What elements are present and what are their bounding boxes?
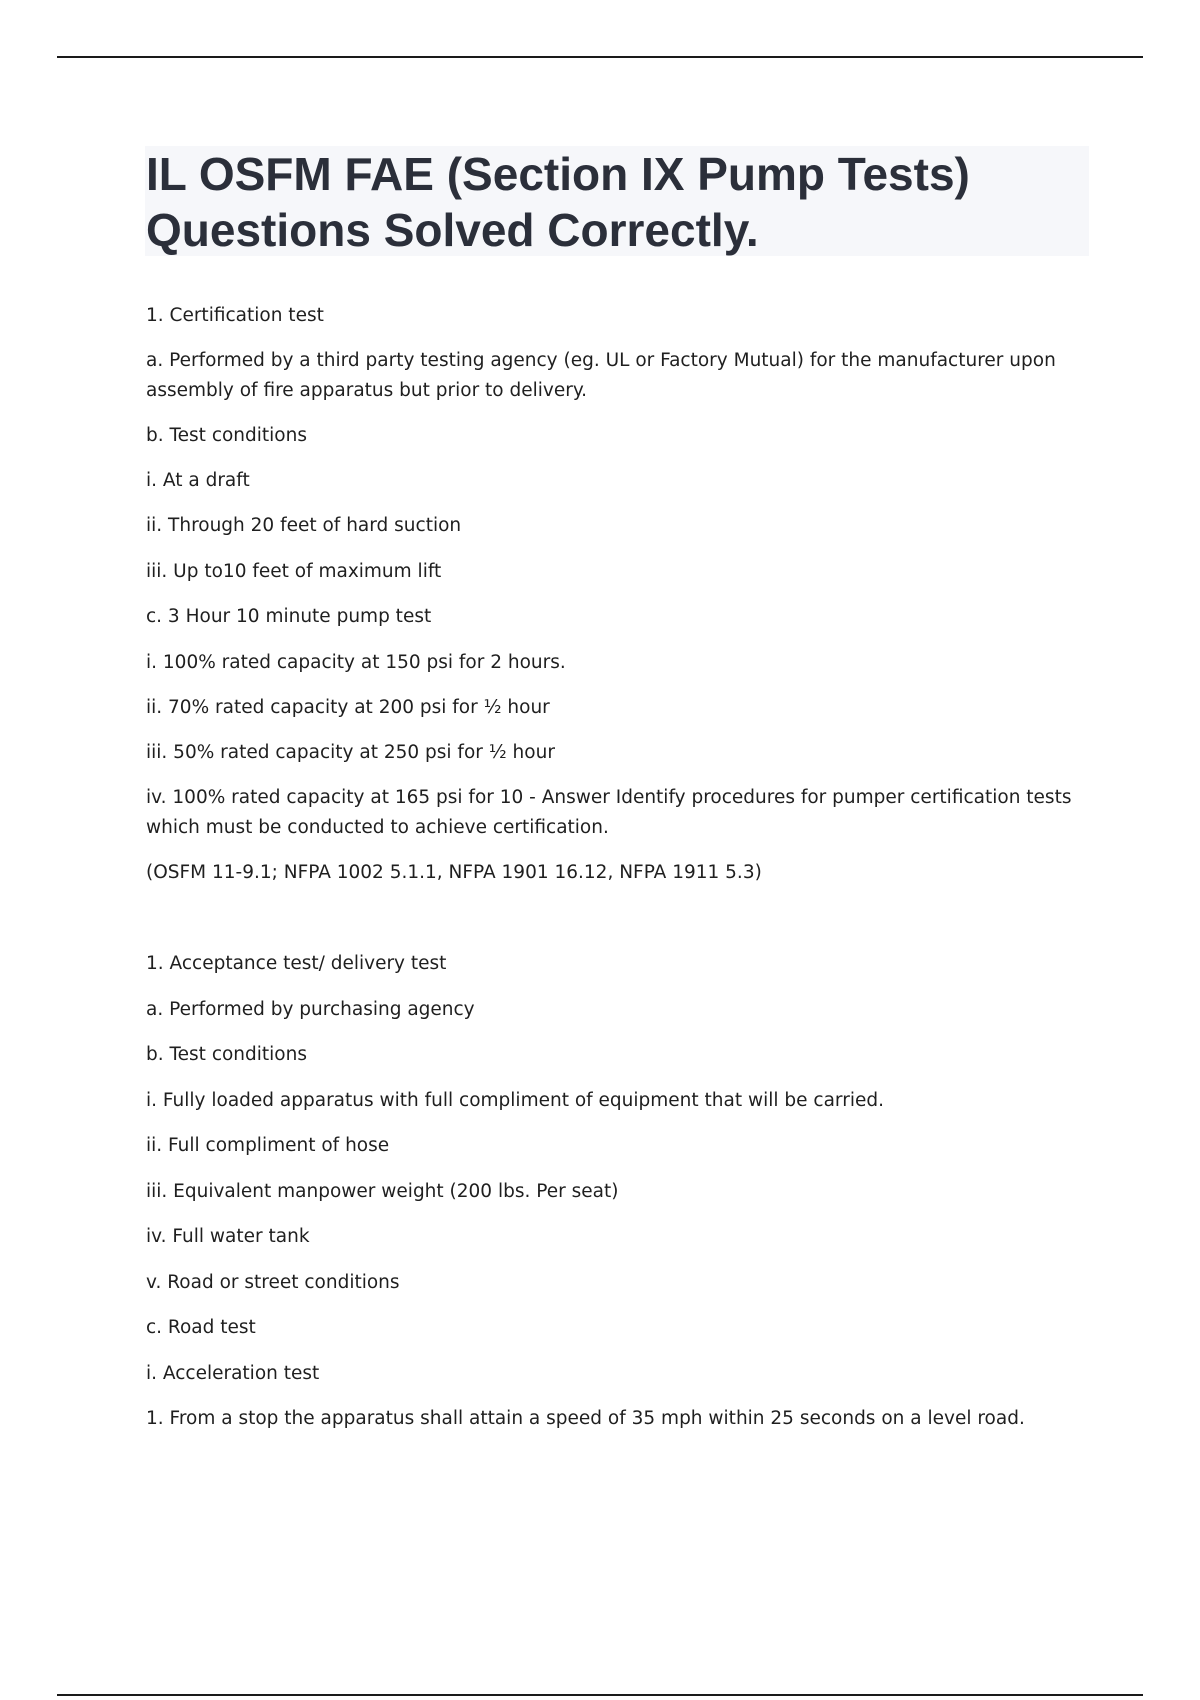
document-title: [146, 146, 1086, 258]
paragraph: c. 3 Hour 10 minute pump test: [146, 606, 432, 627]
paragraph: b. Test conditions: [146, 425, 307, 446]
paragraph: iii. Equivalent manpower weight (200 lbs. Per seat): [146, 1181, 619, 1202]
paragraph: i. Fully loaded apparatus with full compliment of equipment that will be carried.: [146, 1090, 884, 1111]
paragraph: ii. Full compliment of hose: [146, 1135, 390, 1156]
paragraph: 1. Acceptance test/ delivery test: [146, 953, 447, 974]
paragraph: c. Road test: [146, 1317, 256, 1338]
paragraph: iii. Up to10 feet of maximum lift: [146, 561, 442, 582]
paragraph: i. At a draft: [146, 470, 250, 491]
paragraph: 1. From a stop the apparatus shall attain a speed of 35 mph within 25 seconds on a level road.: [146, 1408, 1025, 1429]
paragraph: iii. 50% rated capacity at 250 psi for ½ hour: [146, 742, 555, 763]
paragraph: a. Performed by purchasing agency: [146, 999, 475, 1020]
paragraph: a. Performed by a third party testing agency (eg. UL or Factory Mutual) for the manufacturer upon assembly of fire apparatus but prior to delivery.: [146, 350, 1056, 401]
paragraph: ii. 70% rated capacity at 200 psi for ½ hour: [146, 697, 550, 718]
paragraph: iv. 100% rated capacity at 165 psi for 10 - Answer Identify procedures for pumper certification tests which must be conducted to achieve certification.: [146, 787, 1072, 838]
title-line-1: IL OSFM FAE (Section IX Pump Tests): [146, 148, 970, 200]
paragraph: b. Test conditions: [146, 1044, 307, 1065]
paragraph: i. 100% rated capacity at 150 psi for 2 hours.: [146, 652, 566, 673]
paragraph: v. Road or street conditions: [146, 1272, 400, 1293]
top-rule: [57, 56, 1143, 58]
paragraph: ii. Through 20 feet of hard suction: [146, 515, 462, 536]
paragraph: i. Acceleration test: [146, 1363, 320, 1384]
paragraph: 1. Certification test: [146, 305, 324, 326]
bottom-rule: [57, 1694, 1143, 1696]
paragraph: (OSFM 11-9.1; NFPA 1002 5.1.1, NFPA 1901 16.12, NFPA 1911 5.3): [146, 862, 762, 883]
title-line-2: Questions Solved Correctly.: [146, 204, 759, 256]
paragraph: iv. Full water tank: [146, 1226, 310, 1247]
